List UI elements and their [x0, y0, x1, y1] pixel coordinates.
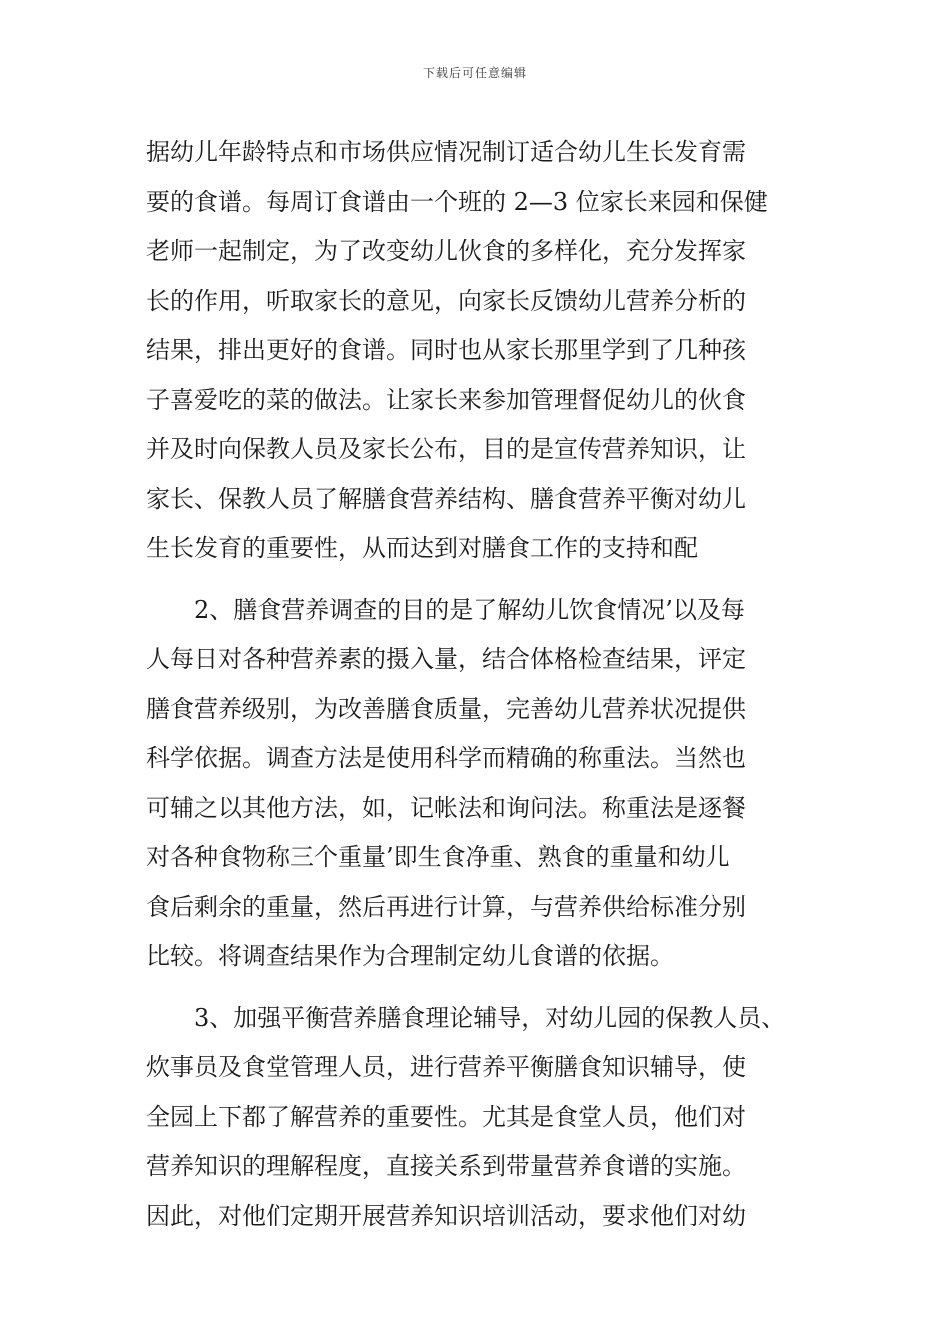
- document-body: [146, 128, 810, 1241]
- text-line: 生长发育的重要性，从而达到对膳食工作的支持和配: [146, 534, 698, 562]
- text-line: 并及时向保教人员及家长公布，目的是宣传营养知识，让: [146, 435, 746, 463]
- text-line: 2、膳食营养调查的目的是了解幼儿饮食情况’以及每: [146, 595, 745, 624]
- paragraph-3: [146, 994, 810, 1242]
- text-line: 结果，排出更好的食谱。同时也从家长那里学到了几种孩: [146, 336, 746, 364]
- text-line: 可辅之以其他方法，如，记帐法和询问法。称重法是逐餐: [146, 793, 746, 822]
- text-line: 老师一起制定，为了改变幼儿伙食的多样化，充分发挥家: [146, 237, 746, 265]
- text-line: 比较。将调查结果作为合理制定幼儿食谱的依据。: [146, 942, 674, 970]
- text-line: 因此，对他们定期开展营养知识培训活动，要求他们对幼: [146, 1201, 746, 1230]
- text-line: 3、加强平衡营养膳食理论辅导，对幼儿园的保教人员、: [146, 1003, 786, 1032]
- text-line: 长的作用，听取家长的意见，向家长反馈幼儿营养分析的: [146, 286, 746, 315]
- text-line: 要的食谱。每周订食谱由一个班的 2—3 位家长来园和保健: [146, 187, 768, 216]
- text-line: 据幼儿年龄特点和市场供应情况制订适合幼儿生长发育需: [146, 138, 746, 166]
- text-line: 子喜爱吃的菜的做法。让家长来参加管理督促幼儿的伙食: [146, 385, 746, 414]
- text-line: 膳食营养级别，为改善膳食质量，完善幼儿营养状况提供: [146, 694, 746, 723]
- text-line: 科学依据。调查方法是使用科学而精确的称重法。当然也: [146, 744, 746, 772]
- page-header: 下载后可任意编辑: [422, 66, 527, 80]
- paragraph-1: [146, 128, 810, 574]
- text-line: 家长、保教人员了解膳食营养结构、膳食营养平衡对幼儿: [146, 484, 746, 513]
- text-line: 炊事员及食堂管理人员，进行营养平衡膳食知识辅导，使: [146, 1053, 746, 1081]
- text-line: 全园上下都了解营养的重要性。尤其是食堂人员，他们对: [146, 1102, 746, 1131]
- paragraph-2: [146, 586, 810, 982]
- text-line: 食后剩余的重量，然后再进行计算，与营养供给标准分别: [146, 892, 746, 921]
- paragraph-spacer: [146, 574, 810, 586]
- text-line: 对各种食物称三个重量’即生食净重、熟食的重量和幼儿: [146, 843, 730, 871]
- paragraph-spacer: [146, 982, 810, 994]
- text-line: 营养知识的理解程度，直接关系到带量营养食谱的实施。: [146, 1152, 746, 1180]
- text-line: 人每日对各种营养素的摄入量，结合体格检查结果，评定: [146, 645, 746, 673]
